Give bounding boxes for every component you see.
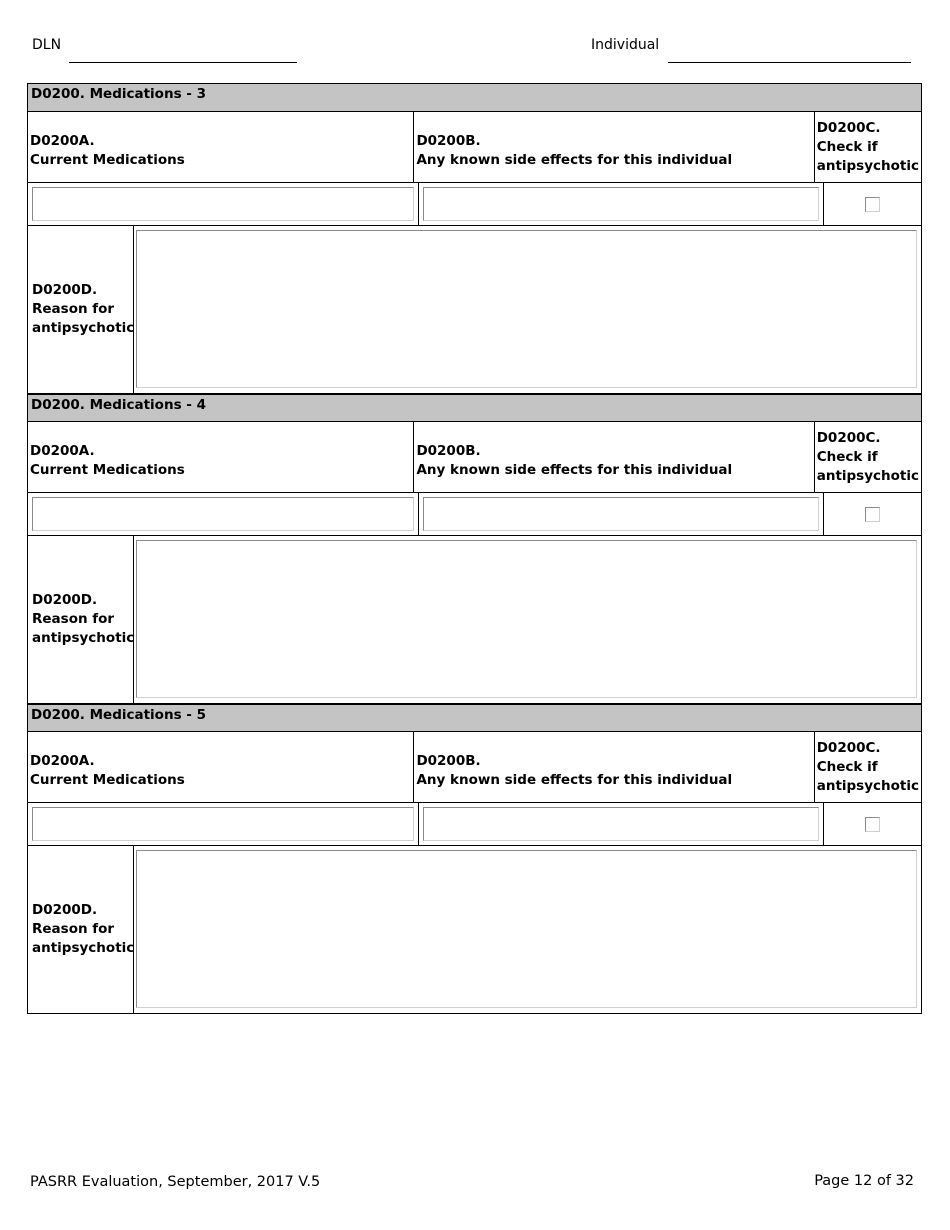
current-medications-field[interactable]: [32, 187, 414, 221]
reason-line2: antipsychotic: [32, 940, 135, 956]
header-code: D0200B.: [416, 752, 481, 769]
footer-page-number: Page 12 of 32: [814, 1173, 914, 1189]
header-line1: Check if: [816, 448, 878, 465]
reason-code: D0200D.: [32, 902, 98, 918]
antipsychotic-checkbox[interactable]: [865, 817, 880, 832]
reason-line2: antipsychotic: [32, 630, 135, 646]
header-code: D0200A.: [30, 752, 95, 769]
antipsychotic-check-header: [815, 422, 921, 492]
current-medications-field[interactable]: [32, 497, 414, 531]
dln-input-line[interactable]: [69, 62, 297, 63]
reason-row: [28, 226, 921, 394]
antipsychotic-check-header: [815, 732, 921, 802]
header-line2: antipsychotic: [816, 157, 919, 174]
header-code: D0200C.: [816, 119, 881, 136]
reason-code: D0200D.: [32, 592, 98, 608]
header-label: Current Medications: [30, 771, 185, 788]
section-title: D0200. Medications - 4: [28, 394, 921, 422]
header-label: Any known side effects for this individual: [416, 151, 733, 168]
reason-row: [28, 536, 921, 704]
medications-form: [27, 83, 922, 1014]
footer-form-name: PASRR Evaluation, September, 2017 V.5: [30, 1174, 321, 1190]
header-label: Current Medications: [30, 461, 185, 478]
medications-section-4: [28, 394, 921, 704]
side-effects-field[interactable]: [423, 807, 819, 841]
side-effects-field[interactable]: [423, 497, 819, 531]
header-code: D0200C.: [816, 739, 881, 756]
individual-input-line[interactable]: [668, 62, 911, 63]
side-effects-header: [414, 732, 814, 802]
input-row: [28, 803, 921, 846]
reason-for-antipsychotic-field[interactable]: [136, 850, 917, 1008]
header-code: D0200B.: [416, 442, 481, 459]
current-medications-header: [28, 112, 414, 182]
header-code: D0200A.: [30, 132, 95, 149]
header-code: D0200A.: [30, 442, 95, 459]
current-medications-field[interactable]: [32, 807, 414, 841]
header-line2: antipsychotic: [816, 777, 919, 794]
reason-label: [28, 226, 134, 393]
reason-code: D0200D.: [32, 282, 98, 298]
individual-label: Individual: [591, 37, 660, 53]
reason-for-antipsychotic-field[interactable]: [136, 230, 917, 388]
header-label: Current Medications: [30, 151, 185, 168]
header-line2: antipsychotic: [816, 467, 919, 484]
dln-label: DLN: [32, 37, 62, 53]
reason-line2: antipsychotic: [32, 320, 135, 336]
side-effects-field[interactable]: [423, 187, 819, 221]
section-title: D0200. Medications - 5: [28, 704, 921, 732]
reason-label: [28, 536, 134, 703]
header-label: Any known side effects for this individual: [416, 771, 733, 788]
column-header-row: [28, 732, 921, 803]
column-header-row: [28, 112, 921, 183]
reason-line1: Reason for: [32, 301, 115, 317]
input-row: [28, 493, 921, 536]
input-row: [28, 183, 921, 226]
antipsychotic-checkbox[interactable]: [865, 197, 880, 212]
antipsychotic-check-header: [815, 112, 921, 182]
header-code: D0200C.: [816, 429, 881, 446]
header-label: Any known side effects for this individual: [416, 461, 733, 478]
current-medications-header: [28, 732, 414, 802]
reason-line1: Reason for: [32, 611, 115, 627]
side-effects-header: [414, 422, 814, 492]
section-title: D0200. Medications - 3: [28, 84, 921, 112]
header-code: D0200B.: [416, 132, 481, 149]
header-line1: Check if: [816, 138, 878, 155]
column-header-row: [28, 422, 921, 493]
reason-for-antipsychotic-field[interactable]: [136, 540, 917, 698]
medications-section-5: [28, 704, 921, 1013]
medications-section-3: [28, 84, 921, 394]
reason-row: [28, 846, 921, 1013]
antipsychotic-checkbox[interactable]: [865, 507, 880, 522]
current-medications-header: [28, 422, 414, 492]
reason-line1: Reason for: [32, 921, 115, 937]
side-effects-header: [414, 112, 814, 182]
reason-label: [28, 846, 134, 1013]
header-line1: Check if: [816, 758, 878, 775]
